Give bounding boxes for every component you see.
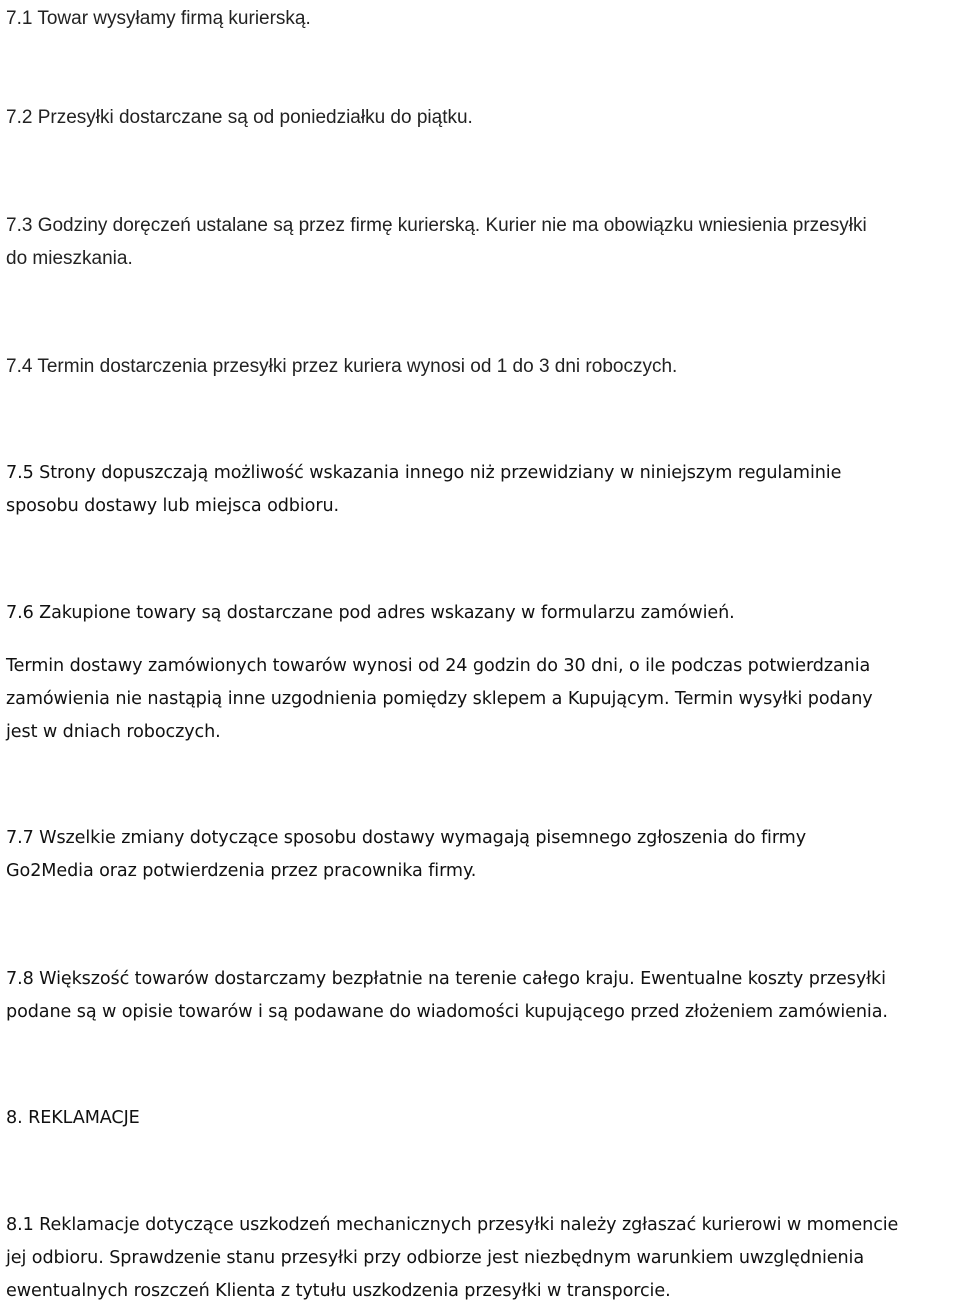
text-line: 7.8 Większość towarów dostarczamy bezpłatnie na terenie całego kraju. Ewentualne koszty przesyłki [6,969,886,989]
text-line: ewentualnych roszczeń Klienta z tytułu uszkodzenia przesyłki w transporcie. [6,1281,671,1301]
text-line: 7.7 Wszelkie zmiany dotyczące sposobu dostawy wymagają pisemnego zgłoszenia do firmy [6,828,807,848]
paragraph-8-1 [6,1209,956,1308]
text-line: 8.1 Reklamacje dotyczące uszkodzeń mechanicznych przesyłki należy zgłaszać kurierowi w momencie [6,1215,899,1235]
text-line: 7.2 Przesyłki dostarczane są od poniedziałku do piątku. [6,107,473,128]
paragraph-7-7 [6,822,956,888]
text-line: 7.3 Godziny doręczeń ustalane są przez firmę kurierską. Kurier nie ma obowiązku wniesienia przesyłki [6,215,867,236]
text-line: jest w dniach roboczych. [6,722,221,742]
text-line: do mieszkania. [6,248,133,269]
paragraph-7-5 [6,457,956,523]
paragraph-7-8 [6,963,956,1029]
text-line: podane są w opisie towarów i są podawane do wiadomości kupującego przed złożeniem zamówienia. [6,1002,888,1022]
text-line: zamówienia nie nastąpią inne uzgodnienia pomiędzy sklepem a Kupującym. Termin wysyłki podany [6,689,873,709]
paragraph-7-6 [6,597,956,630]
text-line: 7.5 Strony dopuszczają możliwość wskazania innego niż przewidziany w niniejszym regulaminie [6,463,842,483]
paragraph-7-2 [6,101,956,134]
text-line: 8. REKLAMACJE [6,1108,140,1128]
text-line: jej odbioru. Sprawdzenie stanu przesyłki przy odbiorze jest niezbędnym warunkiem uwzględnienia [6,1248,865,1268]
text-line: 7.6 Zakupione towary są dostarczane pod adres wskazany w formularzu zamówień. [6,603,735,623]
paragraph-7-1 [6,2,956,35]
text-line: 7.4 Termin dostarczenia przesyłki przez kuriera wynosi od 1 do 3 dni roboczych. [6,356,678,377]
text-line: Go2Media oraz potwierdzenia przez pracownika firmy. [6,861,477,881]
section-heading-reklamacje [6,1102,956,1135]
text-line: Termin dostawy zamówionych towarów wynosi od 24 godzin do 30 dni, o ile podczas potwierdzania [6,656,871,676]
paragraph-7-4 [6,350,956,383]
paragraph-7-3 [6,209,956,275]
text-line: 7.1 Towar wysyłamy firmą kurierską. [6,8,311,29]
paragraph-7-6-detail [6,650,956,749]
text-line: sposobu dostawy lub miejsca odbioru. [6,496,339,516]
